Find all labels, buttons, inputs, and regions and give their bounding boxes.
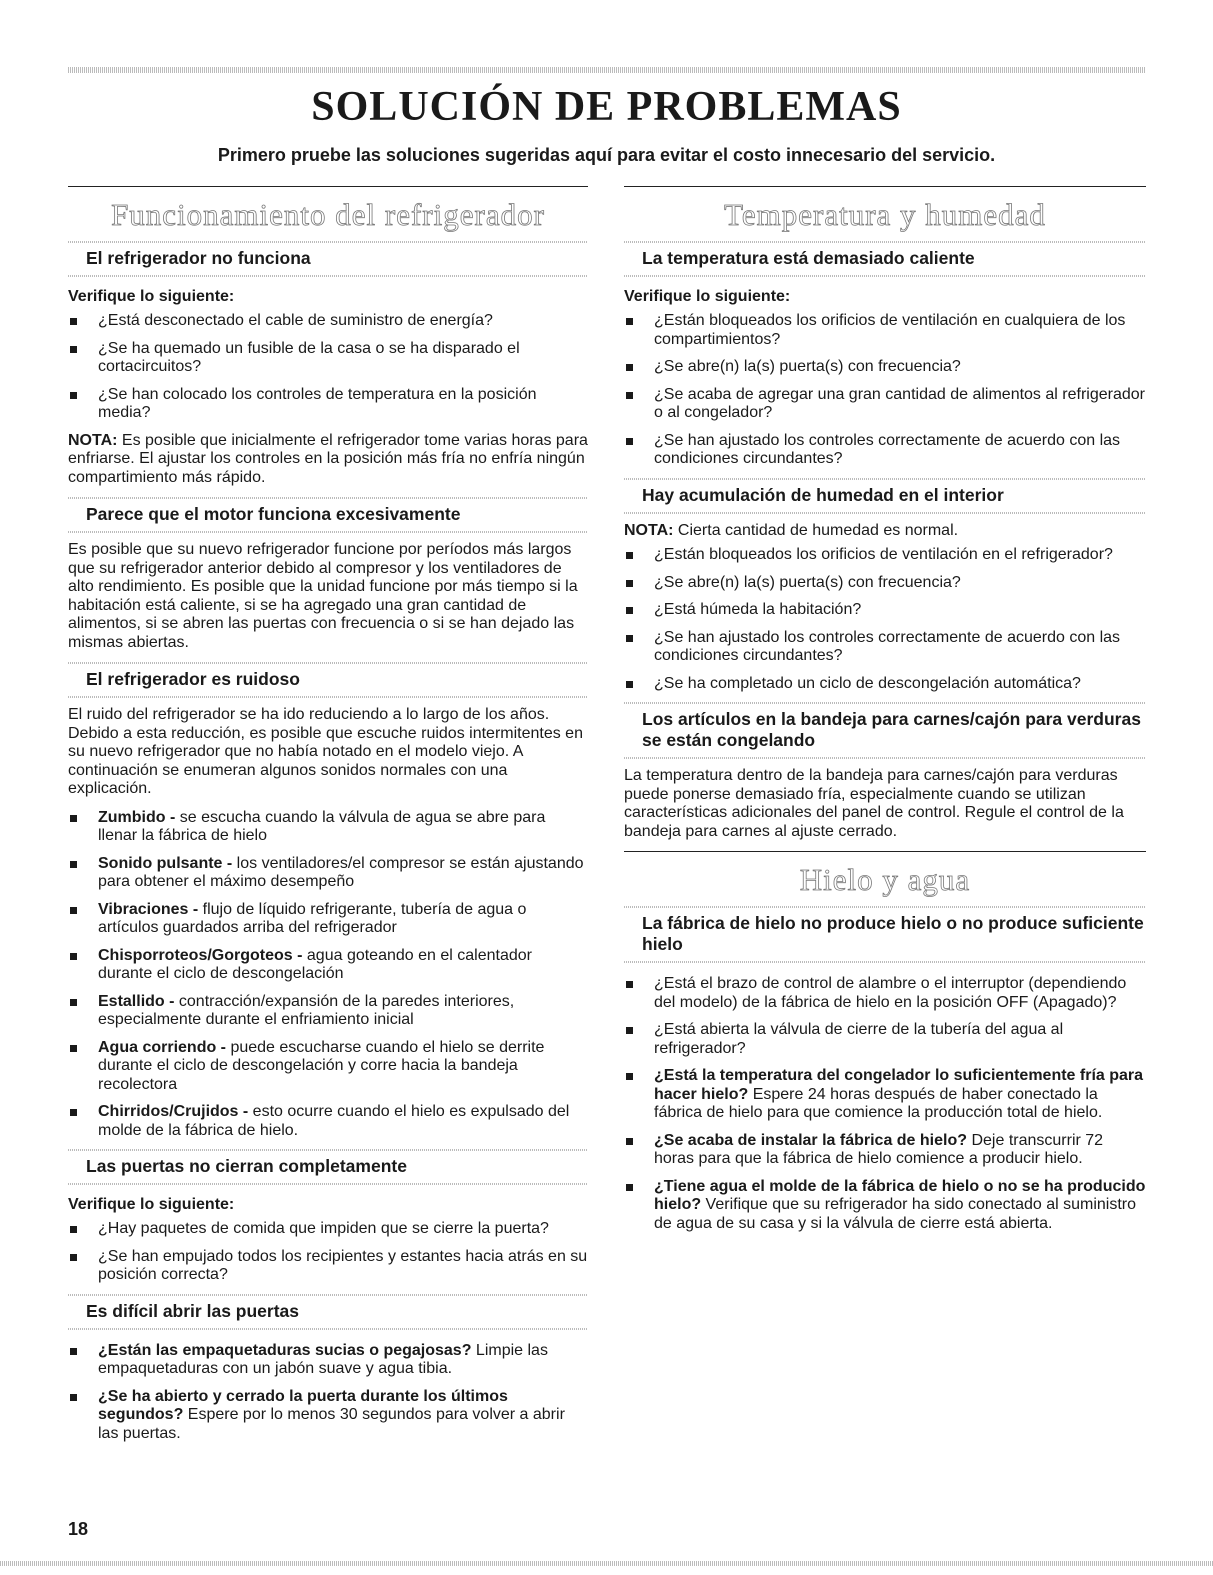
check-lead: Verifique lo siguiente:	[68, 1196, 235, 1213]
page-subtitle: Primero pruebe las soluciones sugeridas aquí para evitar el costo innecesario del servicio.	[217, 145, 996, 165]
list-item: ¿Están las empaquetaduras sucias o pegajosas? Limpie las empaquetaduras con un jabón suave y agua tibia.	[68, 1342, 588, 1379]
right-column	[624, 186, 1146, 1242]
list-item: ¿Está desconectado el cable de suministro de energía?	[68, 312, 588, 331]
list-item: ¿Está húmeda la habitación?	[624, 601, 1146, 620]
list-item: ¿Se han colocado los controles de temperatura en la posición media?	[68, 386, 588, 423]
top-dotted-rule	[68, 67, 1146, 73]
page-title: SOLUCIÓN DE PROBLEMAS	[311, 84, 902, 130]
paragraph: La temperatura dentro de la bandeja para carnes/cajón para verduras puede ponerse demasiado fría, especialmente cuando se utilizan características adicionales del panel de control. Regule el control de la bandeja para carnes al ajuste cerrado.	[624, 767, 1124, 840]
note	[68, 432, 588, 488]
note-label: NOTA:	[624, 521, 674, 539]
list-item: Sonido pulsante - los ventiladores/el compresor se están ajustando para obtener el máximo desempeño	[68, 855, 588, 892]
list-item: ¿Se abre(n) la(s) puerta(s) con frecuencia?	[624, 358, 1146, 377]
paragraph: El ruido del refrigerador se ha ido reduciendo a lo largo de los años. Debido a esta reducción, es posible que escuche ruidos intermitentes en su nuevo refrigerador que no había notado en el modelo viejo. A continuación se enumeran algunos sonidos normales con una explicación.	[68, 706, 583, 797]
section-heading-temperatura: Temperatura y humedad	[724, 197, 1046, 232]
list-item: Zumbido - se escucha cuando la válvula de agua se abre para llenar la fábrica de hielo	[68, 809, 588, 846]
list-item: ¿Está el brazo de control de alambre o el interruptor (dependiendo del modelo) de la fábrica de hielo en la posición OFF (Apagado)?	[624, 975, 1146, 1012]
item-title: La fábrica de hielo no produce hielo o no produce suficiente hielo	[642, 913, 1144, 954]
item-title: El refrigerador es ruidoso	[86, 669, 300, 689]
item-title: Es difícil abrir las puertas	[86, 1300, 299, 1321]
note-label: NOTA:	[68, 431, 118, 449]
sound-list	[68, 809, 588, 1141]
section-heading-funcionamiento: Funcionamiento del refrigerador	[111, 197, 545, 232]
list-item: Vibraciones - flujo de líquido refrigerante, tubería de agua o artículos guardados arriba del refrigerador	[68, 901, 588, 938]
list-item: ¿Se ha completado un ciclo de descongelación automática?	[624, 675, 1146, 694]
item-title: El refrigerador no funciona	[86, 248, 311, 268]
trouble-item	[68, 1149, 588, 1285]
check-lead: Verifique lo siguiente:	[68, 288, 235, 305]
section-rule	[624, 186, 1146, 187]
item-title: Parece que el motor funciona excesivamente	[86, 504, 461, 524]
bullet-list	[624, 546, 1146, 693]
section-heading-hielo: Hielo y agua	[799, 862, 971, 897]
check-lead: Verifique lo siguiente:	[624, 288, 791, 305]
list-item: ¿Está la temperatura del congelador lo suficientemente fría para hacer hielo? Espere 24 horas después de haber conectado la fábrica de hielo para que comience la producción total de hielo.	[624, 1067, 1146, 1123]
bullet-list	[624, 312, 1146, 469]
list-item: ¿Se abre(n) la(s) puerta(s) con frecuencia?	[624, 574, 1146, 593]
trouble-item	[624, 478, 1146, 694]
bullet-list	[68, 312, 588, 423]
list-item: ¿Hay paquetes de comida que impiden que se cierre la puerta?	[68, 1220, 588, 1239]
item-title: Los artículos en la bandeja para carnes/cajón para verduras se están congelando	[642, 709, 1141, 750]
list-item: Agua corriendo - puede escucharse cuando el hielo se derrite durante el ciclo de descongelación y corre hacia la bandeja recolectora	[68, 1039, 588, 1095]
trouble-item	[68, 241, 588, 487]
item-title: La temperatura está demasiado caliente	[642, 248, 975, 268]
trouble-item	[624, 702, 1146, 841]
list-item: ¿Está abierta la válvula de cierre de la tubería del agua al refrigerador?	[624, 1021, 1146, 1058]
page-number: 18	[68, 1519, 89, 1539]
list-item: ¿Se ha abierto y cerrado la puerta durante los últimos segundos? Espere por lo menos 30 segundos para volver a abrir las puertas.	[68, 1388, 588, 1444]
left-column	[68, 186, 588, 1452]
list-item: Chirridos/Crujidos - esto ocurre cuando el hielo es expulsado del molde de la fábrica de hielo.	[68, 1103, 588, 1140]
bottom-dotted-rule	[0, 1561, 1213, 1566]
section-rule	[68, 186, 588, 187]
bullet-list	[624, 975, 1146, 1233]
trouble-item	[624, 906, 1146, 1233]
list-item: ¿Se acaba de instalar la fábrica de hielo? Deje transcurrir 72 horas para que la fábrica de hielo comience a producir hielo.	[624, 1132, 1146, 1169]
trouble-item	[68, 1294, 588, 1444]
paragraph: Es posible que su nuevo refrigerador funcione por períodos más largos que su refrigerador anterior debido al compresor y los ventiladores de alto rendimiento. Es posible que la unidad funcione por más tiempo si la habitación está caliente, si se ha agregado una gran cantidad de alimentos, si se abren las puertas con frecuencia o si se han dejado las mismas abiertas.	[68, 541, 578, 651]
section-rule	[624, 851, 1146, 852]
trouble-item	[68, 662, 588, 1140]
trouble-item	[68, 497, 588, 652]
note-text: Cierta cantidad de humedad es normal.	[673, 521, 959, 539]
item-title: Las puertas no cierran completamente	[86, 1156, 407, 1176]
list-item: ¿Están bloqueados los orificios de ventilación en el refrigerador?	[624, 546, 1146, 565]
list-item: ¿Se han ajustado los controles correctamente de acuerdo con las condiciones circundantes?	[624, 629, 1146, 666]
bullet-list	[68, 1220, 588, 1285]
note	[624, 522, 1146, 541]
list-item: Estallido - contracción/expansión de la paredes interiores, especialmente durante el enfriamiento inicial	[68, 993, 588, 1030]
list-item: ¿Se acaba de agregar una gran cantidad de alimentos al refrigerador o al congelador?	[624, 386, 1146, 423]
bullet-list	[68, 1342, 588, 1444]
trouble-item	[624, 241, 1146, 469]
list-item: ¿Se ha quemado un fusible de la casa o se ha disparado el cortacircuitos?	[68, 340, 588, 377]
list-item: ¿Se han ajustado los controles correctamente de acuerdo con las condiciones circundantes?	[624, 432, 1146, 469]
item-title: Hay acumulación de humedad en el interior	[642, 484, 1004, 505]
list-item: ¿Tiene agua el molde de la fábrica de hielo o no se ha producido hielo? Verifique que su refrigerador ha sido conectado al suministro de agua de su casa y si la válvula de cierre está abierta.	[624, 1178, 1146, 1234]
list-item: Chisporroteos/Gorgoteos - agua goteando en el calentador durante el ciclo de descongelación	[68, 947, 588, 984]
list-item: ¿Se han empujado todos los recipientes y estantes hacia atrás en su posición correcta?	[68, 1248, 588, 1285]
note-text: Es posible que inicialmente el refrigerador tome varias horas para enfriarse. El ajustar los controles en la posición más fría no enfría ningún compartimiento más rápido.	[68, 431, 588, 486]
list-item: ¿Están bloqueados los orificios de ventilación en cualquiera de los compartimientos?	[624, 312, 1146, 349]
